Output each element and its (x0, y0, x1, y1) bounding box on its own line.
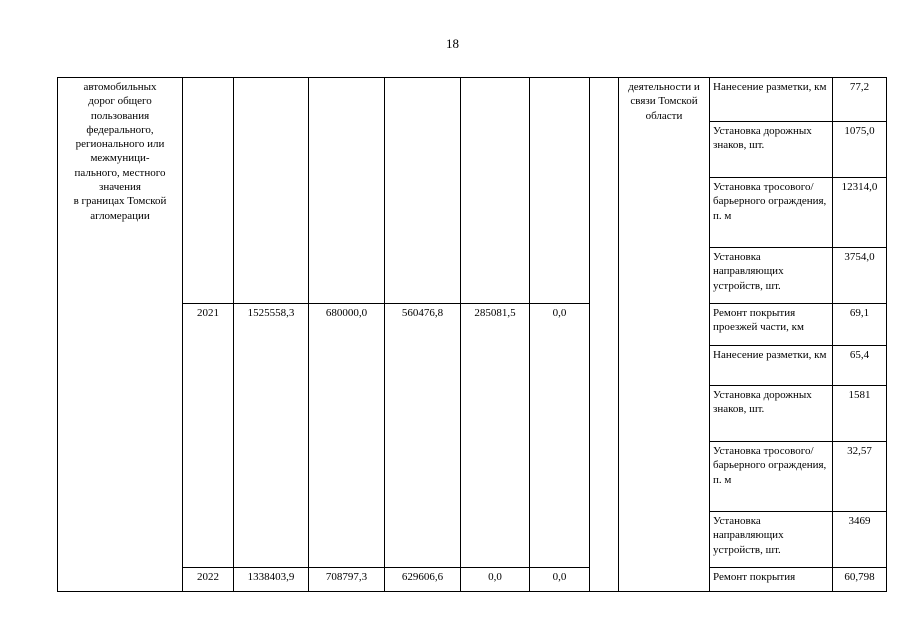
indicator-value: 3469 (833, 512, 887, 568)
object-name-line: дорог общего (88, 95, 152, 108)
indicator-name: Установка дорожных знаков, шт. (710, 122, 833, 178)
total-cell (234, 78, 309, 304)
indicator-name: Нанесение разметки, км (710, 346, 833, 386)
total-cell: 1525558,3 (234, 304, 309, 568)
indicator-value: 65,4 (833, 346, 887, 386)
indicator-value: 1075,0 (833, 122, 887, 178)
indicator-value: 69,1 (833, 304, 887, 346)
page-number: 18 (446, 36, 459, 51)
funding-cell (461, 78, 530, 304)
object-name-line: автомобильных (83, 81, 157, 93)
indicator-name: Установка тросового/ барьерного ограждения, п. м (710, 442, 833, 512)
object-name-line: агломерации (90, 209, 150, 222)
year-cell: 2021 (183, 304, 234, 568)
funding-cell (309, 78, 385, 304)
indicator-value: 32,57 (833, 442, 887, 512)
organization-cell (619, 78, 710, 592)
indicator-name: Установка дорожных знаков, шт. (710, 386, 833, 442)
spacer-cell (590, 78, 619, 592)
indicator-name: Установка направляющих устройств, шт. (710, 512, 833, 568)
indicator-name: Установка тросового/ барьерного ограждения, п. м (710, 178, 833, 248)
indicator-value: 77,2 (833, 78, 887, 122)
funding-cell: 0,0 (530, 568, 590, 592)
indicator-value: 12314,0 (833, 178, 887, 248)
program-table (57, 77, 887, 592)
indicator-value: 1581 (833, 386, 887, 442)
total-cell: 1338403,9 (234, 568, 309, 592)
indicator-name: Ремонт покрытия проезжей части, км (710, 304, 833, 346)
organization-line: деятельности и (628, 81, 700, 93)
object-name-line: пользования (90, 109, 150, 122)
funding-cell: 708797,3 (309, 568, 385, 592)
funding-cell: 285081,5 (461, 304, 530, 568)
object-name-line: федерального, (86, 123, 154, 136)
object-name-line: регионального или (75, 138, 165, 151)
funding-cell: 0,0 (530, 304, 590, 568)
indicator-name: Нанесение разметки, км (710, 78, 833, 122)
year-cell: 2022 (183, 568, 234, 592)
funding-cell: 629606,6 (385, 568, 461, 592)
object-name-line: пального, местного (74, 166, 166, 179)
object-name-line: межмуници- (90, 152, 150, 165)
organization-line: области (645, 109, 683, 122)
indicator-name: Установка направляющих устройств, шт. (710, 248, 833, 304)
indicator-value: 60,798 (833, 568, 887, 592)
funding-cell (385, 78, 461, 304)
object-name-cell (58, 78, 183, 592)
funding-cell: 0,0 (461, 568, 530, 592)
organization-line: связи Томской (630, 95, 698, 108)
object-name-line: значения (99, 181, 141, 194)
year-cell (183, 78, 234, 304)
funding-cell: 560476,8 (385, 304, 461, 568)
funding-cell: 680000,0 (309, 304, 385, 568)
indicator-value: 3754,0 (833, 248, 887, 304)
indicator-name: Ремонт покрытия (710, 568, 833, 592)
object-name-line: в границах Томской (73, 195, 167, 208)
funding-cell (530, 78, 590, 304)
